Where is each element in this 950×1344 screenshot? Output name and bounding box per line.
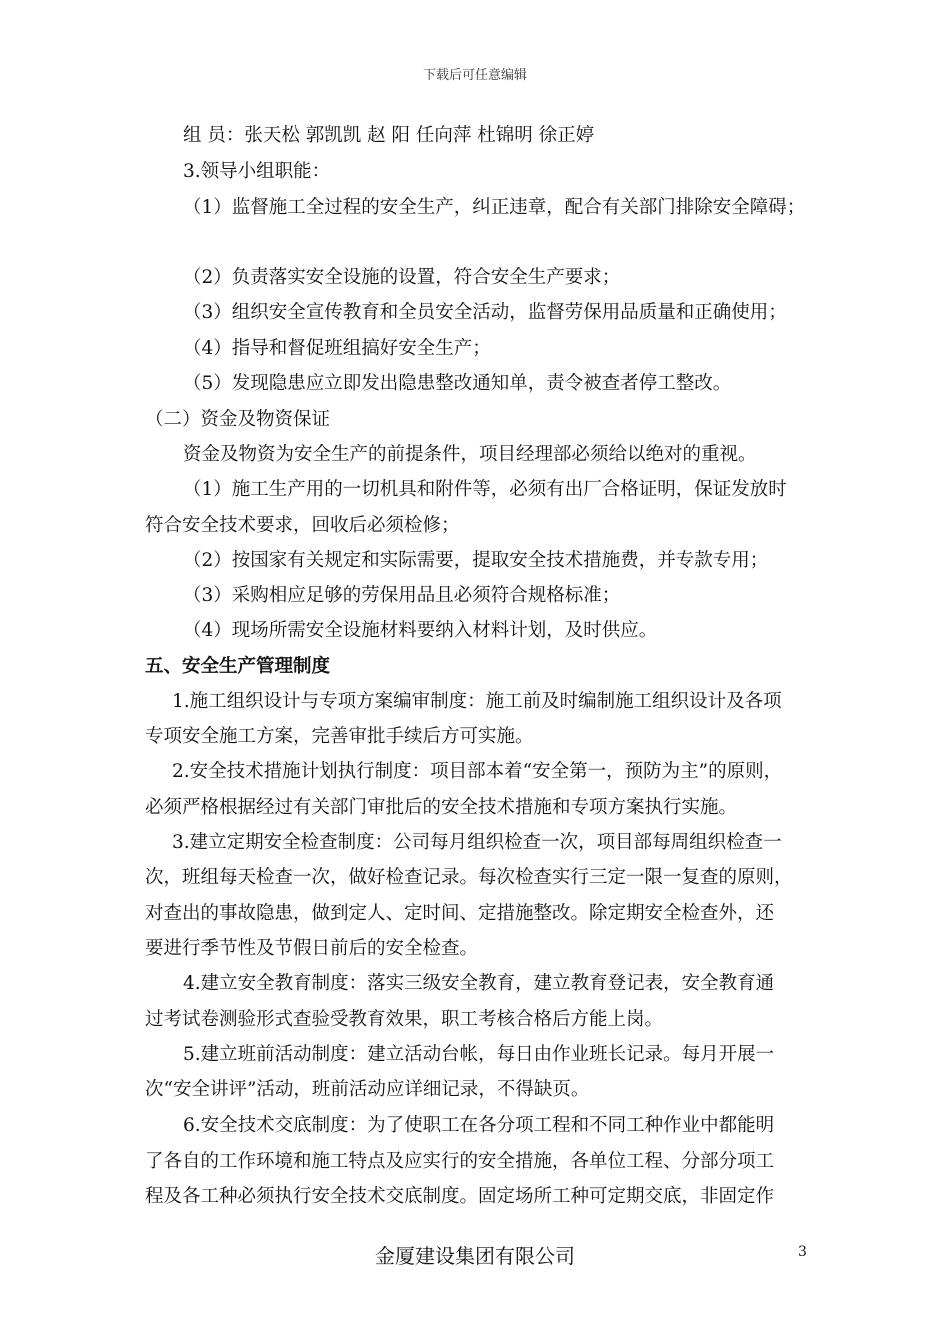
footer-company-name: 金厦建设集团有限公司	[375, 1244, 575, 1268]
text-line: （2）负责落实安全设施的设置，符合安全生产要求；	[183, 267, 621, 288]
text-line: （3）组织安全宣传教育和全员安全活动，监督劳保用品质量和正确使用；	[183, 302, 787, 323]
text-line: 对查出的事故隐患，做到定人、定时间、定措施整改。除定期安全检查外，还	[145, 903, 775, 924]
text-line: （2）按国家有关规定和实际需要，提取安全技术措施费，并专款专用；	[183, 550, 769, 571]
page-number: 3	[798, 1244, 807, 1260]
text-line: 3.领导小组职能：	[183, 161, 331, 182]
text-line: 专项安全施工方案，完善审批手续后方可实施。	[145, 726, 534, 747]
text-line: 了各自的工作环境和施工特点及应实行的安全措施，各单位工程、分部分项工	[145, 1151, 775, 1172]
text-line: 2.安全技术措施计划执行制度：项目部本着“安全第一，预防为主”的原则，	[172, 761, 783, 782]
text-line: 5.建立班前活动制度：建立活动台帐，每日由作业班长记录。每月开展一	[183, 1044, 775, 1065]
text-line: （3）采购相应足够的劳保用品且必须符合规格标准；	[183, 585, 621, 606]
section-heading: 五、安全生产管理制度	[145, 656, 331, 677]
text-line: 过考试卷测验形式查验受教育效果，职工考核合格后方能上岗。	[145, 1009, 664, 1030]
text-line: 1.施工组织设计与专项方案编审制度：施工前及时编制施工组织设计及各项	[172, 691, 782, 712]
text-line: 要进行季节性及节假日前后的安全检查。	[145, 938, 479, 959]
text-line: （4）指导和督促班组搞好安全生产；	[183, 338, 491, 359]
section-subheading: （二）资金及物资保证	[145, 409, 331, 430]
text-line: 资金及物资为安全生产的前提条件，项目经理部必须给以绝对的重视。	[183, 444, 757, 465]
text-line-members: 组 员：张天松 郭凯凯 赵 阳 任向萍 杜锦明 徐正婷	[183, 125, 595, 146]
text-line: 3.建立定期安全检查制度：公司每月组织检查一次，项目部每周组织检查一	[172, 832, 782, 853]
text-line: 符合安全技术要求，回收后必须检修；	[145, 515, 460, 536]
text-line: （4）现场所需安全设施材料要纳入材料计划，及时供应。	[183, 620, 658, 641]
page-header: 下载后可任意编辑	[422, 68, 527, 83]
text-line: 必须严格根据经过有关部门审批后的安全技术措施和专项方案执行实施。	[145, 797, 738, 818]
text-line: 程及各工种必须执行安全技术交底制度。固定场所工种可定期交底，非固定作	[145, 1186, 775, 1207]
text-line: （1）监督施工全过程的安全生产，纠正违章，配合有关部门排除安全障碍；	[183, 197, 806, 218]
text-line: 6.安全技术交底制度：为了使职工在各分项工程和不同工种作业中都能明	[183, 1115, 775, 1136]
text-line: 次，班组每天检查一次，做好检查记录。每次检查实行三定一限一复查的原则，	[145, 867, 793, 888]
text-line: 4.建立安全教育制度：落实三级安全教育，建立教育登记表，安全教育通	[183, 973, 775, 994]
text-line: 次“安全讲评”活动，班前活动应详细记录，不得缺页。	[145, 1079, 590, 1100]
text-line: （1）施工生产用的一切机具和附件等，必须有出厂合格证明，保证发放时	[183, 479, 787, 500]
text-line: （5）发现隐患应立即发出隐患整改通知单，责令被查者停工整改。	[183, 373, 732, 394]
